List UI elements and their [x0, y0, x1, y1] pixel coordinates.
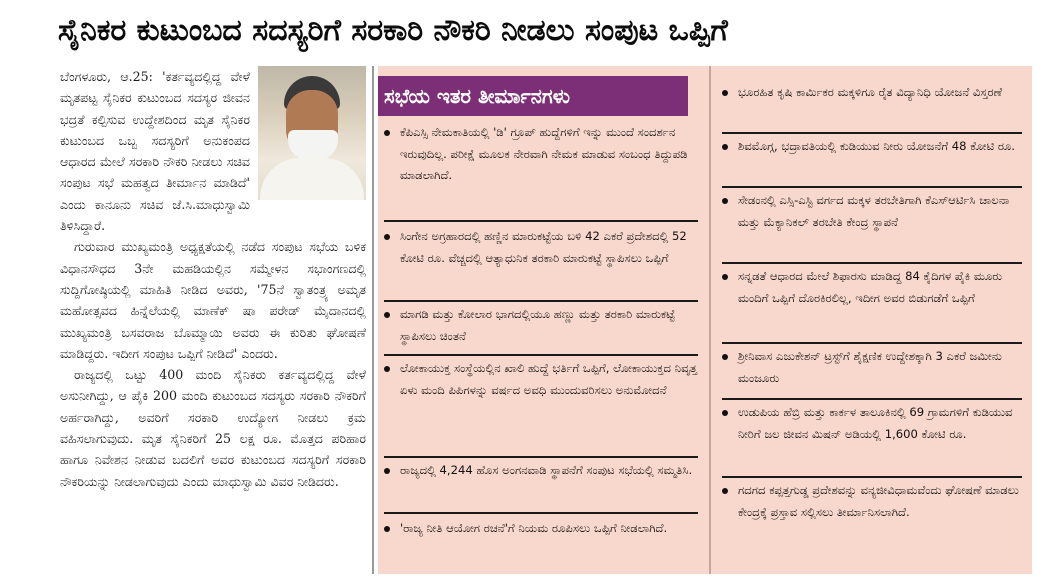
article-paragraph: ಬೆಂಗಳೂರು, ಆ.25: 'ಕರ್ತವ್ಯದಲ್ಲಿದ್ದ ವೇಳೆ ಮೃತಪಟ್ಟ ಸೈನಿಕರ ಕುಟುಂಬದ ಸದಸ್ಯರ ಜೀವನ ಭದ್ರತೆ ಕಲ್ಪಿಸುವ ಉದ್ದೇಶದಿಂದ ಮೃತ ಸೈನಿಕರ ಕುಟುಂಬದ ಒಬ್ಬ ಸದಸ್ಯರಿಗೆ ಅನುಕಂಪದ ಆಧಾರದ ಮೇಲೆ ಸರಕಾರಿ ನೌಕರಿ ನೀಡಲು ಸಚಿವ ಸಂಪುಟ ಸಭೆ ಮಹತ್ವದ ತೀರ್ಮಾನ ಮಾಡಿದೆ' ಎಂದು ಕಾನೂನು ಸಚಿವ ಜೆ.ಸಿ.ಮಾಧುಸ್ವಾಮಿ ತಿಳಿಸಿದ್ದಾರೆ. — [60, 69, 250, 234]
decision-text: ಸೇಡಂನಲ್ಲಿ ಎಸ್ಸಿ-ಎಸ್ಟಿ ವರ್ಗದ ಮಕ್ಕಳ ತರಬೇತಿಗಾಗಿ ಕೆಎಸ್ಆರ್ಟಿಸಿ ಚಾಲನಾ ಮತ್ತು ಮೆಕ್ಯಾನಿಕಲ್ ತರಬೇತಿ ಕೇಂದ್ರ ಸ್ಥಾಪನೆ — [738, 193, 1010, 229]
item-divider — [384, 512, 698, 514]
decision-item — [716, 190, 1028, 233]
item-divider — [722, 132, 1022, 134]
box-column-separator — [709, 66, 711, 574]
decision-text: ಶ್ರೀನಿವಾಸ ಎಜುಕೇಶನ್ ಟ್ರಸ್ಟ್‌ಗೆ ಶೈಕ್ಷಣಿಕ ಉದ್ದೇಶಕ್ಕಾಗಿ 3 ಎಕರೆ ಜಮೀನು ಮಂಜೂರು — [738, 349, 1002, 385]
decision-text: ಭೂರಹಿತ ಕೃಷಿ ಕಾರ್ಮಿಕರ ಮಕ್ಕಳಿಗೂ ರೈತ ವಿದ್ಯಾನಿಧಿ ಯೋಜನೆ ವಿಸ್ತರಣೆ — [738, 85, 1003, 99]
decision-text: ಲೋಕಾಯುಕ್ತ ಸಂಸ್ಥೆಯಲ್ಲಿನ ಖಾಲಿ ಹುದ್ದೆ ಭರ್ತಿಗೆ ಒಪ್ಪಿಗೆ, ಲೋಕಾಯುಕ್ತದ ನಿವೃತ್ತ ಏಳು ಮಂದಿ ಪಿಪಿಗಳನ್ನು ವರ್ಷದ ಅವಧಿ ಮುಂದುವರಿಸಲು ಅನುಮೋದನೆ — [400, 361, 698, 397]
bullet-icon — [384, 526, 390, 532]
bullet-icon — [722, 198, 728, 204]
bullet-icon — [722, 410, 728, 416]
bullet-icon — [722, 144, 728, 150]
bullet-icon — [384, 468, 390, 474]
bullet-icon — [384, 366, 390, 372]
decision-text: ಶಿವಮೊಗ್ಗ, ಭದ್ರಾವತಿಯಲ್ಲಿ ಕುಡಿಯುವ ನೀರು ಯೋಜನೆಗೆ 48 ಕೋಟಿ ರೂ. — [738, 139, 1016, 153]
decision-item — [378, 122, 704, 187]
decision-text: ಸಿಂಗೇನ ಅಗ್ರಹಾರದಲ್ಲಿ ಹಣ್ಣಿನ ಮಾರುಕಟ್ಟೆಯ ಬಳಿ 42 ಎಕರೆ ಪ್ರದೇಶದಲ್ಲಿ 52 ಕೋಟಿ ರೂ. ವೆಚ್ಚದಲ್ಲಿ ಆತ್ಯಾಧುನಿಕ ತರಕಾರಿ ಮಾರುಕಟ್ಟೆ ಸ್ಥಾಪಿಸಲು ಒಪ್ಪಿಗೆ — [400, 229, 687, 265]
decision-item — [716, 82, 1028, 104]
decision-item — [378, 358, 704, 401]
column-divider — [372, 66, 374, 574]
decision-text: ಸನ್ನಡತೆ ಆಧಾರದ ಮೇಲೆ ಶಿಫಾರಸು ಮಾಡಿದ್ದ 84 ಕೈದಿಗಳ ಪೈಕಿ ಮೂರು ಮಂದಿಗೆ ಒಪ್ಪಿಗೆ ದೊರಕಿರಲಿಲ್ಲ, ಇದೀಗ ಅವರ ಬಿಡುಗಡೆಗೆ ಒಪ್ಪಿಗೆ — [738, 269, 1003, 305]
bullet-icon — [384, 312, 390, 318]
decisions-left-column — [378, 66, 708, 574]
item-divider — [384, 220, 698, 222]
item-divider — [722, 186, 1022, 188]
decision-text: ಮಾಗಡಿ ಮತ್ತು ಕೋಲಾರ ಭಾಗದಲ್ಲಿಯೂ ಹಣ್ಣು ಮತ್ತು ತರಕಾರಿ ಮಾರುಕಟ್ಟೆ ಸ್ಥಾಪಿಸಲು ಚಿಂತನೆ — [400, 307, 676, 343]
decision-text: ಗದಗದ ಕಪ್ಪತ್ತಗುಡ್ಡ ಪ್ರದೇಶವನ್ನು ವನ್ಯಜೀವಿಧಾಮವೆಂದು ಘೋಷಣೆ ಮಾಡಲು ಕೇಂದ್ರಕ್ಕೆ ಪ್ರಸ್ತಾವ ಸಲ್ಲಿಸಲು ತೀರ್ಮಾನಿಸಲಾಗಿದೆ. — [738, 483, 1019, 519]
item-divider — [722, 342, 1022, 344]
decision-item — [378, 226, 704, 269]
decision-item — [716, 346, 1028, 389]
bullet-icon — [722, 354, 728, 360]
decision-text: 'ರಾಜ್ಯ ನೀತಿ ಆಯೋಗ ರಚನೆ'ಗೆ ನಿಯಮ ರೂಪಿಸಲು ಒಪ್ಪಿಗೆ ನೀಡಲಾಗಿದೆ. — [400, 521, 668, 535]
decisions-box — [378, 66, 1032, 574]
headline: ಸೈನಿಕರ ಕುಟುಂಬದ ಸದಸ್ಯರಿಗೆ ಸರಕಾರಿ ನೌಕರಿ ನೀಡಲು ಸಂಪುಟ ಒಪ್ಪಿಗೆ — [58, 13, 728, 48]
decision-text: ರಾಜ್ಯದಲ್ಲಿ 4,244 ಹೊಸ ಅಂಗನವಾಡಿ ಸ್ಥಾಪನೆಗೆ ಸಂಪುಟ ಸಭೆಯಲ್ಲಿ ಸಮ್ಮತಿಸಿ. — [400, 463, 693, 477]
decision-item — [378, 460, 704, 482]
item-divider — [384, 354, 698, 356]
item-divider — [722, 398, 1022, 400]
decision-item — [716, 480, 1028, 523]
item-divider — [384, 300, 698, 302]
decision-text: ಕೆಪಿಎಸ್ಸಿ ನೇಮಕಾತಿಯಲ್ಲಿ 'ಡಿ' ಗ್ರೂಪ್ ಹುದ್ದೆಗಳಿಗೆ ಇನ್ನು ಮುಂದೆ ಸಂದರ್ಶನ ಇರುವುದಿಲ್ಲ. ಪರೀಕ್ಷೆ ಮೂಲಕ ನೇರವಾಗಿ ನೇಮಕ ಮಾಡುವ ಸಂಬಂಧ ತಿದ್ದುಪಡಿ ಮಾಡಲಾಗಿದೆ. — [400, 125, 688, 182]
decisions-right-column — [716, 66, 1032, 574]
decisions-title: ಸಭೆಯ ಇತರ ತೀರ್ಮಾನಗಳು — [378, 76, 688, 116]
decision-item — [716, 136, 1028, 158]
decision-item — [716, 402, 1028, 445]
bullet-icon — [384, 130, 390, 136]
item-divider — [722, 262, 1022, 264]
item-divider — [722, 476, 1022, 478]
article-paragraph: ರಾಜ್ಯದಲ್ಲಿ ಒಟ್ಟು 400 ಮಂದಿ ಸೈನಿಕರು ಕರ್ತವ್ಯದಲ್ಲಿದ್ದ ವೇಳೆ ಅಸುನೀಗಿದ್ದು, ಆ ಪೈಕಿ 200 ಮಂದಿ ಕುಟುಂಬದ ಸದಸ್ಯರು ಸರಕಾರಿ ನೌಕರಿಗೆ ಅರ್ಹರಾಗಿದ್ದು, ಅವರಿಗೆ ಸರಕಾರಿ ಉದ್ಯೋಗ ನೀಡಲು ಕ್ರಮ ವಹಿಸಲಾಗುವುದು. ಮೃತ ಸೈನಿಕರಿಗೆ 25 ಲಕ್ಷ ರೂ. ಮೊತ್ತದ ಪರಿಹಾರ ಹಾಗೂ ನಿವೇಶನ ನೀಡುವ ಬದಲಿಗೆ ಅವರ ಕುಟುಂಬದ ಸದಸ್ಯರಿಗೆ ಸರಕಾರಿ ನೌಕರಿಯನ್ನು ನೀಡಲಾಗುವುದು ಎಂದು ಮಾಧುಸ್ವಾಮಿ ವಿವರ ನೀಡಿದರು. — [60, 367, 366, 489]
decision-text: ಉಡುಪಿಯ ಹೆಬ್ರಿ ಮತ್ತು ಕಾರ್ಕಳ ತಾಲೂಕಿನಲ್ಲಿ 69 ಗ್ರಾಮಗಳಿಗೆ ಕುಡಿಯುವ ನೀರಿಗೆ ಜಲ ಜೀವನ ಮಿಷನ್ ಅಡಿಯಲ್ಲಿ 1,600 ಕೋಟಿ ರೂ. — [738, 405, 1013, 441]
decision-item — [716, 266, 1028, 309]
decision-item — [378, 518, 704, 540]
minister-photo — [258, 66, 366, 200]
bullet-icon — [722, 488, 728, 494]
bullet-icon — [722, 274, 728, 280]
bullet-icon — [384, 234, 390, 240]
decision-item — [378, 304, 704, 347]
article-paragraph: ಗುರುವಾರ ಮುಖ್ಯಮಂತ್ರಿ ಅಧ್ಯಕ್ಷತೆಯಲ್ಲಿ ನಡೆದ ಸಂಪುಟ ಸಭೆಯ ಬಳಿಕ ವಿಧಾನಸೌಧದ 3ನೇ ಮಹಡಿಯಲ್ಲಿನ ಸಮ್ಮೇಳನ ಸಭಾಂಗಣದಲ್ಲಿ ಸುದ್ದಿಗೋಷ್ಠಿಯಲ್ಲಿ ಮಾಹಿತಿ ನೀಡಿದ ಅವರು, '75ನೆ ಸ್ವಾತಂತ್ರ್ಯ ಅಮೃತ ಮಹೋತ್ಸವದ ಹಿನ್ನೆಲೆಯಲ್ಲಿ ಮಾಣೆಕ್ ಷಾ ಪರೇಡ್ ಮೈದಾನದಲ್ಲಿ ಮುಖ್ಯಮಂತ್ರಿ ಬಸವರಾಜ ಬೊಮ್ಮಾಯಿ ಅವರು ಈ ಕುರಿತು ಘೋಷಣೆ ಮಾಡಿದ್ದರು. ಇದೀಗ ಸಂಪುಟ ಒಪ್ಪಿಗೆ ನೀಡಿದೆ' ಎಂದರು. — [60, 239, 366, 361]
bullet-icon — [722, 90, 728, 96]
article-body — [60, 66, 366, 574]
item-divider — [384, 456, 698, 458]
